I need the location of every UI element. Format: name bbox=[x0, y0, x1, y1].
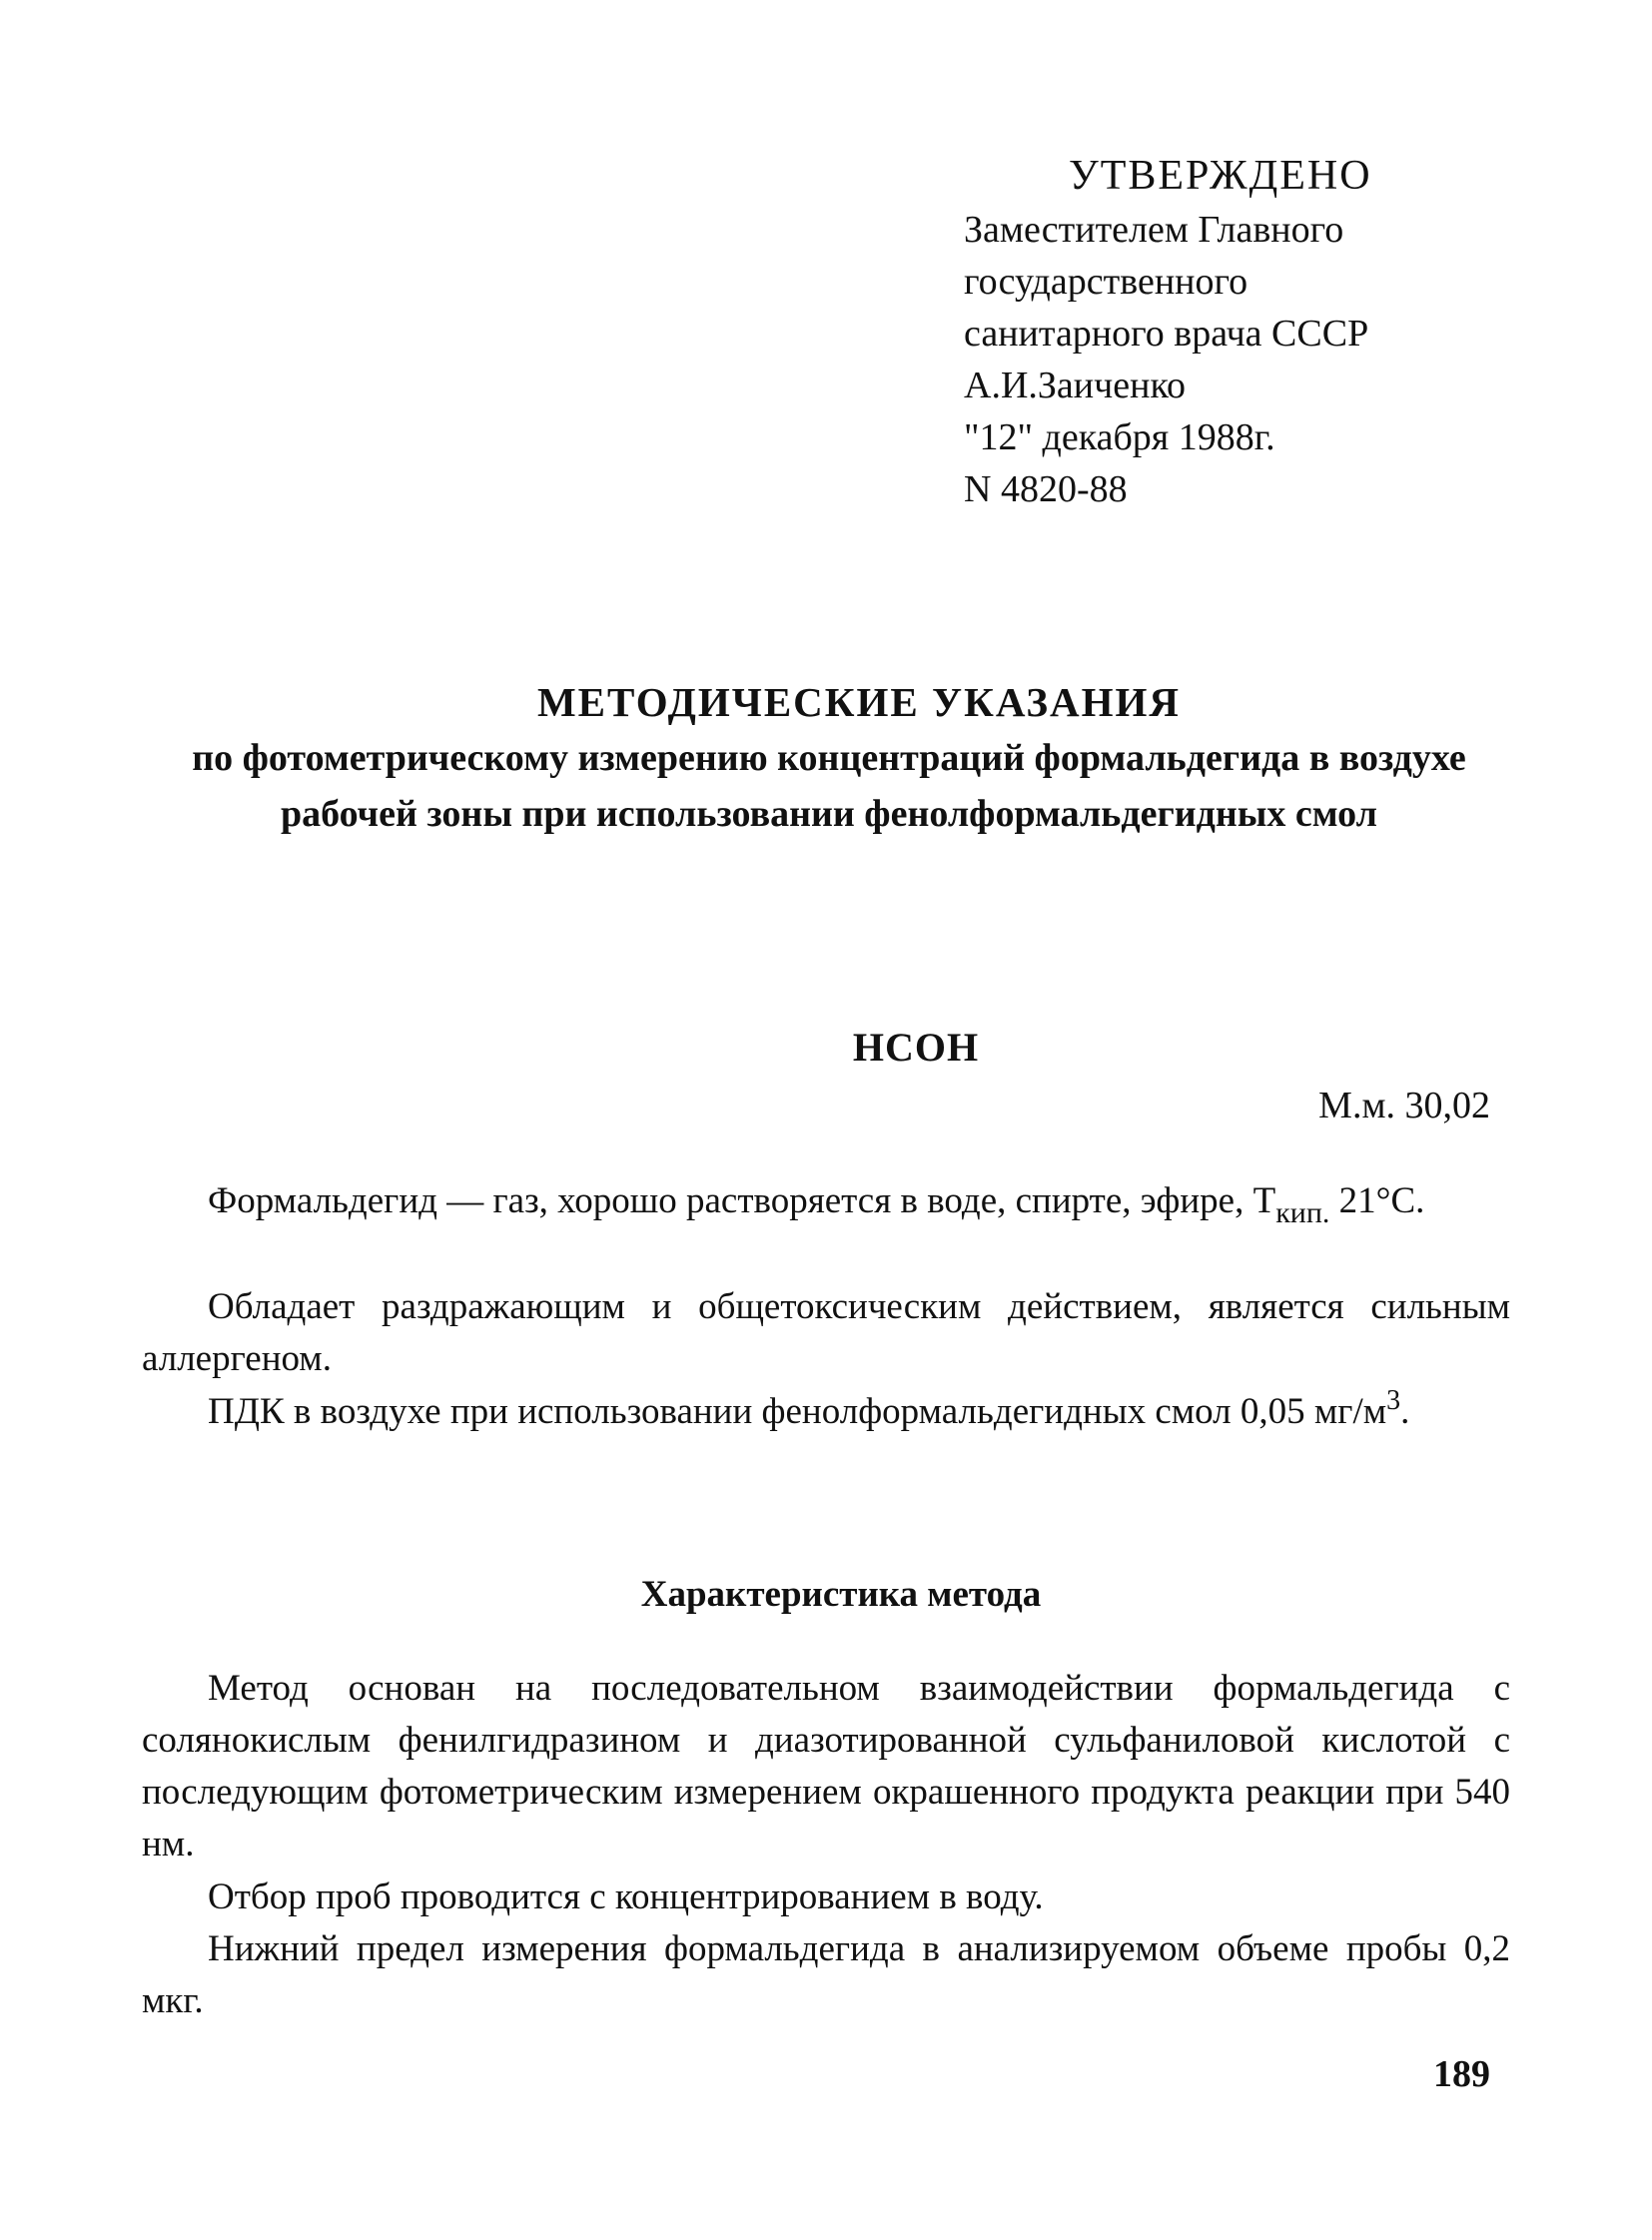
approval-line: государственного bbox=[964, 261, 1248, 303]
approval-line: Заместителем Главного bbox=[964, 209, 1344, 251]
approval-line: "12" декабря 1988г. bbox=[964, 416, 1275, 458]
paragraph-pdk bbox=[142, 1375, 1510, 1438]
approval-line: N 4820-88 bbox=[964, 468, 1128, 510]
chemical-formula bbox=[0, 1024, 1652, 1071]
paragraph-text: 21°С. bbox=[1329, 1180, 1425, 1221]
title-main: МЕТОДИЧЕСКИЕ УКАЗАНИЯ bbox=[536, 679, 1182, 725]
approval-line: А.И.Заиченко bbox=[964, 365, 1186, 406]
paragraph-text: Метод основан на последовательном взаимодействии формальдегида с солянокислым фенилгидразином и диазотированной сульфаниловой кислотой с последующим фотометрическим измерением окрашенного продукта реакции при 540 нм. bbox=[142, 1668, 1510, 1865]
paragraph-text: Формальдегид — газ, хорошо растворяется в воде, спирте, эфире, Т bbox=[208, 1180, 1276, 1221]
document-title bbox=[140, 674, 1518, 842]
paragraph-text: Нижний предел измерения формальдегида в анализируемом объеме пробы 0,2 мкг. bbox=[142, 1928, 1510, 2021]
paragraph-text: Обладает раздражающим и общетоксическим действием, является сильным аллергеном. bbox=[142, 1286, 1510, 1379]
paragraph-limit bbox=[142, 1923, 1510, 2027]
section-heading-text: Характеристика метода bbox=[640, 1574, 1042, 1615]
paragraph-sampling bbox=[142, 1871, 1510, 1923]
formula-text: НСОН bbox=[852, 1025, 980, 1070]
title-subtitle: по фотометрическому измерению концентраций формальдегида в воздухе рабочей зоны при использовании фенолформальдегидных смол bbox=[192, 737, 1466, 835]
paragraph-method bbox=[142, 1663, 1510, 1870]
paragraph-text: Отбор проб проводится с концентрированием в воду. bbox=[208, 1876, 1044, 1917]
approval-block bbox=[964, 150, 1523, 515]
paragraph-text: ПДК в воздухе при использовании фенолформальдегидных смол 0,05 мг/м bbox=[208, 1391, 1387, 1432]
approval-line: санитарного врача СССР bbox=[964, 313, 1369, 355]
approval-heading: УТВЕРЖДЕНО bbox=[1069, 153, 1372, 199]
unit-superscript: 3 bbox=[1386, 1385, 1401, 1416]
molar-mass: М.м. 30,02 bbox=[1318, 1085, 1490, 1126]
boiling-subscript: кип. bbox=[1275, 1196, 1330, 1229]
paragraph-properties bbox=[142, 1175, 1510, 1239]
paragraph-text: . bbox=[1400, 1391, 1410, 1432]
page-number: 189 bbox=[1433, 2053, 1490, 2095]
section-heading bbox=[0, 1573, 1652, 1616]
paragraph-toxicity bbox=[142, 1281, 1510, 1385]
